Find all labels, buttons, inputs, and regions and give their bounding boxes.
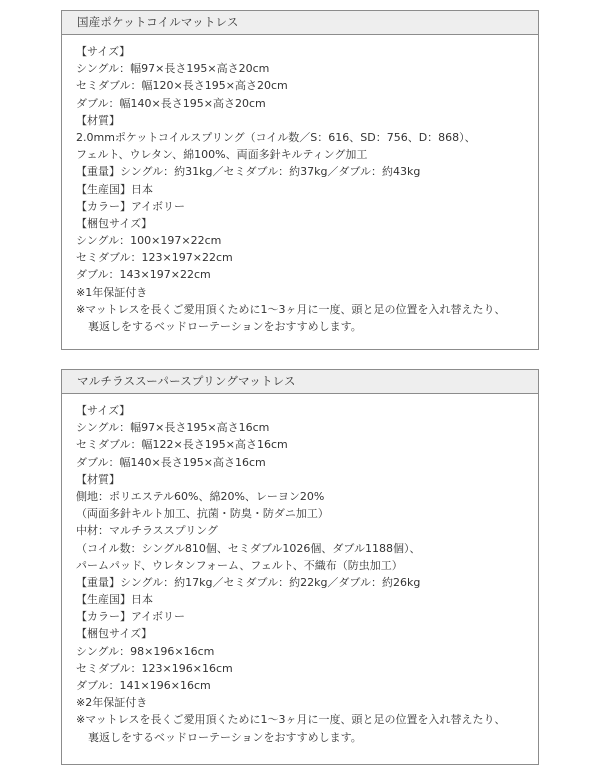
- spec-line: セミダブル：幅122×長さ195×高さ16cm: [76, 438, 288, 452]
- spec-line: ※1年保証付き: [76, 285, 148, 299]
- spec-line: 裏返しをするベッドローテーションをおすすめします。: [88, 730, 362, 744]
- spec-line: 【生産国】日本: [76, 593, 153, 607]
- spec-line: シングル：幅97×長さ195×高さ16cm: [76, 421, 270, 435]
- spec-list: [62, 394, 538, 746]
- spec-line: ※マットレスを長くご愛用頂くために1～3ヶ月に一度、頭と足の位置を入れ替えたり、: [76, 302, 506, 316]
- spec-box-multi-spring: [61, 369, 539, 765]
- spec-line: 【材質】: [76, 113, 120, 127]
- spec-box-title: 国産ポケットコイルマットレス: [62, 11, 538, 35]
- spec-line: 【梱包サイズ】: [76, 216, 153, 230]
- spec-box-title: マルチラススーパースプリングマットレス: [62, 370, 538, 394]
- spec-line: 【サイズ】: [76, 45, 131, 58]
- spec-list: [62, 35, 538, 335]
- spec-line: 【カラー】アイボリー: [76, 199, 186, 213]
- spec-line: 2.0mmポケットコイルスプリング（コイル数／S：616、SD：756、D：868）、: [76, 130, 476, 144]
- spec-line: ※2年保証付き: [76, 696, 148, 710]
- spec-line: ダブル：141×196×16cm: [76, 679, 211, 692]
- spec-line: 裏返しをするベッドローテーションをおすすめします。: [88, 320, 362, 333]
- spec-line: セミダブル：幅120×長さ195×高さ20cm: [76, 79, 288, 93]
- spec-line: 【梱包サイズ】: [76, 627, 153, 641]
- spec-line: ダブル：143×197×22cm: [76, 268, 211, 282]
- spec-line: フェルト、ウレタン、綿100%、両面多針キルティング加工: [76, 148, 368, 162]
- spec-line: 【カラー】アイボリー: [76, 610, 186, 624]
- spec-line: シングル：100×197×22cm: [76, 234, 222, 248]
- spec-box-pocket-coil: [61, 10, 539, 350]
- spec-line: パームパッド、ウレタンフォーム、フェルト、不織布（防虫加工）: [76, 558, 403, 572]
- spec-line: セミダブル：123×197×22cm: [76, 251, 233, 265]
- spec-line: ダブル：幅140×長さ195×高さ16cm: [76, 455, 266, 469]
- spec-line: 側地：ポリエステル60%、綿20%、レーヨン20%: [76, 489, 325, 503]
- spec-line: シングル：幅97×長さ195×高さ20cm: [76, 62, 270, 76]
- spec-line: 【重量】シングル：約31kg／セミダブル：約37kg／ダブル：約43kg: [76, 165, 421, 179]
- spec-line: （両面多針キルト加工、抗菌・防臭・防ダニ加工）: [76, 507, 329, 521]
- spec-line: ※マットレスを長くご愛用頂くために1～3ヶ月に一度、頭と足の位置を入れ替えたり、: [76, 713, 506, 727]
- spec-line: シングル：98×196×16cm: [76, 644, 215, 658]
- spec-line: 【重量】シングル：約17kg／セミダブル：約22kg／ダブル：約26kg: [76, 575, 421, 589]
- spec-line: 【生産国】日本: [76, 182, 153, 196]
- spec-line: 中材：マルチラススプリング: [76, 524, 219, 538]
- spec-line: （コイル数：シングル810個、セミダブル1026個、ダブル1188個）、: [76, 541, 421, 555]
- spec-line: セミダブル：123×196×16cm: [76, 661, 233, 675]
- spec-line: ダブル：幅140×長さ195×高さ20cm: [76, 96, 266, 110]
- spec-line: 【材質】: [76, 472, 120, 486]
- spec-line: 【サイズ】: [76, 404, 131, 417]
